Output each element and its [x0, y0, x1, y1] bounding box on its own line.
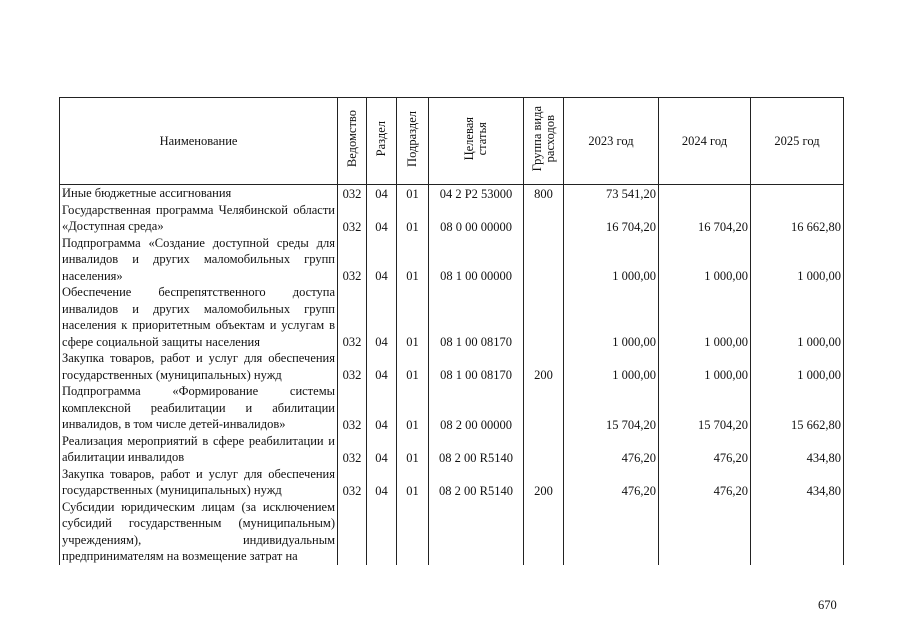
- row-group: 800: [524, 185, 564, 202]
- row-target: 08 2 00 R5140: [429, 433, 524, 466]
- row-podrazdel: 01: [397, 202, 429, 235]
- row-target: 08 1 00 08170: [429, 350, 524, 383]
- row-name: Иные бюджетные ассигнования: [60, 185, 338, 202]
- table-row: [60, 433, 844, 466]
- row-name: Субсидии юридическим лицам (за исключением субсидий государственным (муниципальным) учреждениям), индивидуальным предпринимателям на возмещение затрат на: [60, 499, 338, 565]
- row-vedomstvo: 032: [338, 185, 367, 202]
- row-vedomstvo: 032: [338, 383, 367, 433]
- row-razdel: 04: [367, 185, 397, 202]
- row-value-2023: 476,20: [564, 466, 659, 499]
- row-vedomstvo: 032: [338, 350, 367, 383]
- header-2025: 2025 год: [751, 98, 844, 185]
- header-target: Целевая статья: [429, 98, 524, 185]
- row-name: Подпрограмма «Формирование системы комплексной реабилитации и абилитации инвалидов, в том числе детей-инвалидов»: [60, 383, 338, 433]
- table-header-row: [60, 98, 844, 185]
- row-value-2023: 476,20: [564, 433, 659, 466]
- row-value-2024: 16 704,20: [659, 202, 751, 235]
- row-value-2025: 1 000,00: [751, 235, 844, 285]
- row-value-2023: 15 704,20: [564, 383, 659, 433]
- header-razdel: Раздел: [367, 98, 397, 185]
- row-razdel: [367, 499, 397, 565]
- row-value-2023: 16 704,20: [564, 202, 659, 235]
- row-target: 08 2 00 R5140: [429, 466, 524, 499]
- row-group: 200: [524, 350, 564, 383]
- table-row: [60, 383, 844, 433]
- header-podrazdel: Подраздел: [397, 98, 429, 185]
- row-razdel: 04: [367, 433, 397, 466]
- row-value-2025: 15 662,80: [751, 383, 844, 433]
- table-row: [60, 235, 844, 285]
- row-group: [524, 433, 564, 466]
- row-razdel: 04: [367, 202, 397, 235]
- row-group: [524, 235, 564, 285]
- row-value-2025: 434,80: [751, 466, 844, 499]
- row-podrazdel: [397, 499, 429, 565]
- row-name: Подпрограмма «Создание доступной среды для инвалидов и других маломобильных групп населения»: [60, 235, 338, 285]
- row-group: [524, 383, 564, 433]
- row-group: 200: [524, 466, 564, 499]
- table-row: [60, 202, 844, 235]
- row-vedomstvo: 032: [338, 466, 367, 499]
- header-name: Наименование: [60, 98, 338, 185]
- row-value-2023: [564, 499, 659, 565]
- row-razdel: 04: [367, 284, 397, 350]
- row-vedomstvo: [338, 499, 367, 565]
- row-group: [524, 284, 564, 350]
- budget-table: [59, 97, 844, 565]
- row-podrazdel: 01: [397, 433, 429, 466]
- row-target: 04 2 P2 53000: [429, 185, 524, 202]
- table-row: [60, 185, 844, 202]
- row-target: 08 1 00 08170: [429, 284, 524, 350]
- row-value-2023: 1 000,00: [564, 235, 659, 285]
- row-podrazdel: 01: [397, 284, 429, 350]
- row-target: 08 2 00 00000: [429, 383, 524, 433]
- row-razdel: 04: [367, 466, 397, 499]
- row-razdel: 04: [367, 350, 397, 383]
- row-value-2023: 1 000,00: [564, 284, 659, 350]
- row-group: [524, 499, 564, 565]
- page-number: 670: [818, 598, 837, 612]
- header-2024: 2024 год: [659, 98, 751, 185]
- row-name: Государственная программа Челябинской области «Доступная среда»: [60, 202, 338, 235]
- header-group: Группа вида расходов: [524, 98, 564, 185]
- row-podrazdel: 01: [397, 383, 429, 433]
- row-podrazdel: 01: [397, 185, 429, 202]
- table-row: [60, 466, 844, 499]
- row-vedomstvo: 032: [338, 202, 367, 235]
- row-razdel: 04: [367, 383, 397, 433]
- row-value-2024: 1 000,00: [659, 284, 751, 350]
- row-podrazdel: 01: [397, 466, 429, 499]
- row-name: Обеспечение беспрепятственного доступа инвалидов и других маломобильных групп населения к приоритетным объектам и услугам в сфере социальной защиты населения: [60, 284, 338, 350]
- row-value-2025: 1 000,00: [751, 350, 844, 383]
- header-2023: 2023 год: [564, 98, 659, 185]
- row-value-2024: 476,20: [659, 466, 751, 499]
- row-value-2023: 73 541,20: [564, 185, 659, 202]
- row-target: [429, 499, 524, 565]
- row-razdel: 04: [367, 235, 397, 285]
- row-value-2024: 476,20: [659, 433, 751, 466]
- row-podrazdel: 01: [397, 235, 429, 285]
- row-name: Закупка товаров, работ и услуг для обеспечения государственных (муниципальных) нужд: [60, 466, 338, 499]
- row-target: 08 0 00 00000: [429, 202, 524, 235]
- row-vedomstvo: 032: [338, 433, 367, 466]
- row-name: Закупка товаров, работ и услуг для обеспечения государственных (муниципальных) нужд: [60, 350, 338, 383]
- table-row: [60, 284, 844, 350]
- row-value-2024: 1 000,00: [659, 350, 751, 383]
- row-group: [524, 202, 564, 235]
- row-value-2023: 1 000,00: [564, 350, 659, 383]
- row-value-2024: 15 704,20: [659, 383, 751, 433]
- row-name: Реализация мероприятий в сфере реабилитации и абилитации инвалидов: [60, 433, 338, 466]
- row-value-2024: [659, 499, 751, 565]
- row-value-2025: [751, 499, 844, 565]
- row-value-2025: 16 662,80: [751, 202, 844, 235]
- row-value-2025: [751, 185, 844, 202]
- table-row: [60, 350, 844, 383]
- row-vedomstvo: 032: [338, 235, 367, 285]
- header-vedomstvo: Ведомство: [338, 98, 367, 185]
- table-row: [60, 499, 844, 565]
- row-podrazdel: 01: [397, 350, 429, 383]
- row-value-2025: 434,80: [751, 433, 844, 466]
- row-target: 08 1 00 00000: [429, 235, 524, 285]
- row-value-2024: 1 000,00: [659, 235, 751, 285]
- row-vedomstvo: 032: [338, 284, 367, 350]
- row-value-2025: 1 000,00: [751, 284, 844, 350]
- row-value-2024: [659, 185, 751, 202]
